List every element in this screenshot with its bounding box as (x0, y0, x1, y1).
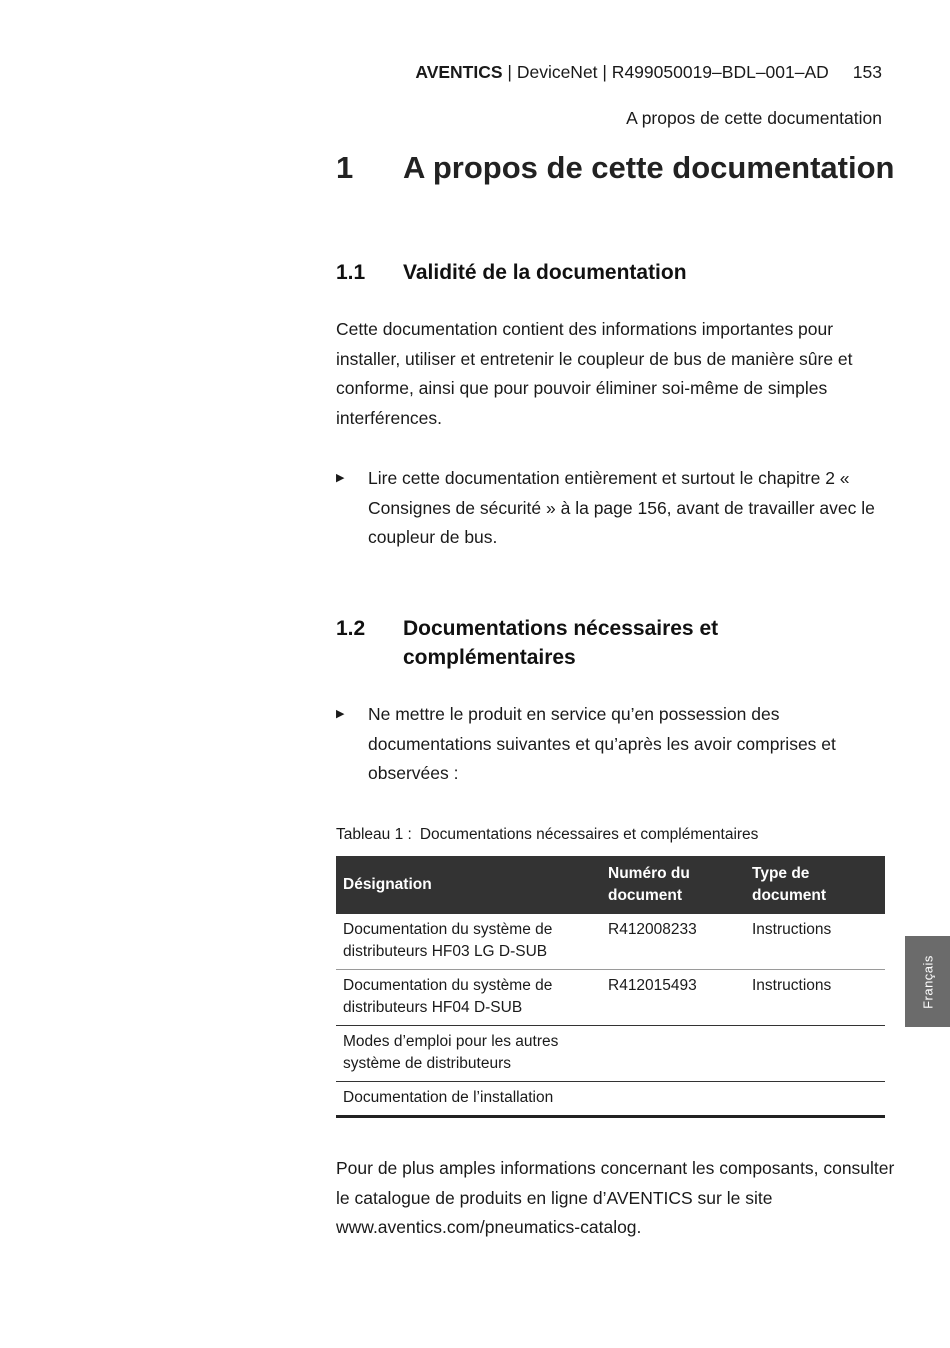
table-cell (745, 1026, 885, 1082)
section-title (403, 614, 718, 672)
column-header: Numéro du document (601, 856, 745, 914)
triangle-right-icon: ▶ (336, 472, 345, 484)
table-row (336, 1026, 885, 1082)
table-caption-label: Tableau 1 : (336, 826, 412, 843)
section-title-line-2: complémentaires (403, 646, 576, 669)
language-tab (905, 936, 950, 1027)
table-cell: Documentation du système de distributeurs HF04 D-SUB (336, 970, 601, 1026)
table-cell: Documentation de l’installation (336, 1082, 601, 1117)
bullet-item (336, 700, 896, 789)
section-title: Validité de la documentation (403, 261, 687, 284)
table-cell (601, 1082, 745, 1117)
chapter-title: A propos de cette documentation (403, 150, 895, 185)
table-caption-text: Documentations nécessaires et complémentaires (419, 826, 759, 843)
table-cell: R412015493 (601, 970, 745, 1026)
table-cell: Instructions (745, 914, 885, 970)
bullet-text: Lire cette documentation entièrement et surtout le chapitre 2 « Consignes de sécurité » à la page 156, avant de travailler avec le coupleur de bus. (368, 468, 875, 548)
triangle-right-icon: ▶ (336, 708, 345, 720)
running-section-title: A propos de cette documentation (626, 108, 882, 128)
document-reference: | DeviceNet | R499050019–BDL–001–AD (502, 62, 829, 82)
validity-paragraph: Cette documentation contient des informations importantes pour installer, utiliser et entretenir le coupleur de bus de manière sûre et conforme, ainsi que pour pouvoir éliminer soi-même de simples interférences. (336, 319, 853, 429)
closing-paragraph: Pour de plus amples informations concernant les composants, consulter le catalogue de produits en ligne d’AVENTICS sur le site www.aventics.com/pneumatics-catalog. (336, 1158, 895, 1238)
table-cell: Modes d’emploi pour les autres système de distributeurs (336, 1026, 601, 1082)
bullet-text: Ne mettre le produit en service qu’en possession des documentations suivantes et qu’après les avoir comprises et observées : (368, 704, 836, 784)
table-row (336, 1082, 885, 1117)
table-cell: Documentation du système de distributeurs HF03 LG D-SUB (336, 914, 601, 970)
table-header-row (336, 856, 885, 914)
table-cell: Instructions (745, 970, 885, 1026)
bullet-item (336, 464, 896, 553)
brand-name: AVENTICS (415, 62, 503, 82)
column-header: Désignation (336, 856, 601, 914)
section-number: 1.1 (336, 261, 366, 284)
chapter-heading (336, 150, 894, 186)
column-header: Type de document (745, 856, 885, 914)
section-heading-1-1 (336, 258, 687, 287)
section-number: 1.2 (336, 617, 366, 640)
table-caption (336, 826, 758, 844)
table-cell: R412008233 (601, 914, 745, 970)
table-cell (601, 1026, 745, 1082)
section-title-line-1: Documentations nécessaires et (403, 617, 719, 640)
page-number: 153 (852, 62, 882, 82)
running-header (415, 62, 882, 83)
chapter-number: 1 (336, 150, 354, 185)
table-row (336, 970, 885, 1026)
documentation-table (336, 856, 885, 1118)
section-heading-1-2 (336, 614, 718, 672)
table-cell (745, 1082, 885, 1117)
language-tab-label: Français (920, 954, 935, 1009)
table-row (336, 914, 885, 970)
